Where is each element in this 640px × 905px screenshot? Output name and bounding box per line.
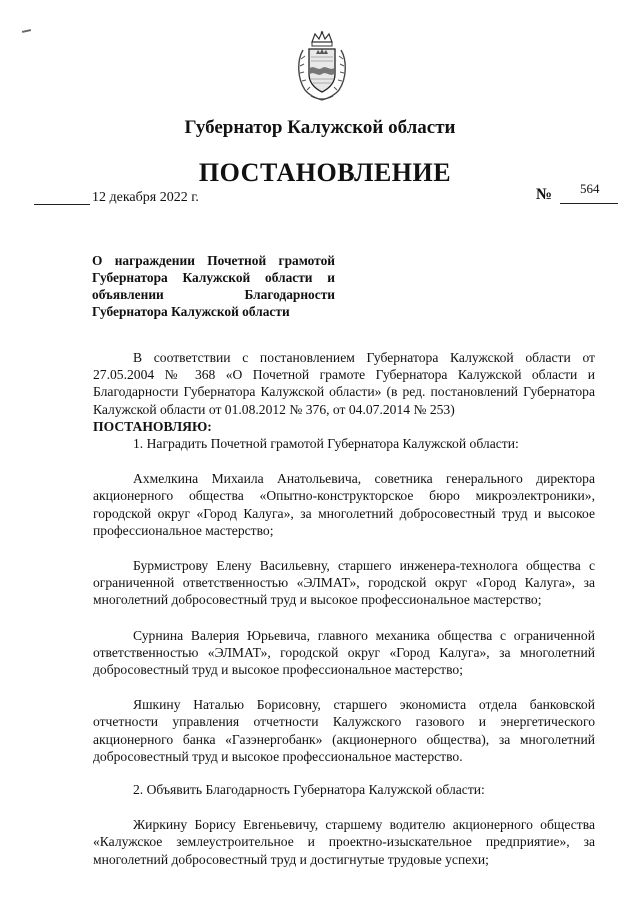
issuing-authority: Губернатор Калужской области bbox=[184, 117, 456, 138]
document-number: 564 bbox=[580, 181, 600, 196]
decree-heading: ПОСТАНОВЛЯЮ: bbox=[93, 418, 212, 434]
item-1-heading: 1. Наградить Почетной грамотой Губернатора Калужской области: bbox=[133, 436, 519, 452]
scan-mark bbox=[22, 29, 31, 33]
document-number-label: № bbox=[536, 186, 553, 203]
awardee-paragraph: Ахмелкина Михаила Анатольевича, советника генерального директора акционерного общества «Опытно-конструкторское бюро микроэлектроники», городской округ «Город Калуга», за многолетний добросовестный труд и высокое профессиональное мастерство; bbox=[93, 471, 595, 538]
item-2-heading: 2. Объявить Благодарность Губернатора Калужской области: bbox=[133, 782, 485, 798]
kaluga-coat-of-arms-icon bbox=[293, 30, 351, 102]
document-subject: О награждении Почетной грамотой Губернатора Калужской области и объявлении Благодарности Губернатора Калужской области bbox=[92, 253, 335, 319]
awardee-paragraph: Яшкину Наталью Борисовну, старшего экономиста отдела банковской отчетности управления отчетности Калужского газового и энергетического акционерного банка «Газэнергобанк» (акционерного общества), за многолетний добросовестный труд и высокое профессиональное мастерство. bbox=[93, 697, 595, 764]
awardee-paragraph: Сурнина Валерия Юрьевича, главного механика общества с ограниченной ответственностью «ЭЛМАТ», городской округ «Город Калуга», за многолетний добросовестный труд и высокое профессиональное мастерство; bbox=[93, 627, 595, 678]
document-body bbox=[93, 349, 595, 868]
number-underline bbox=[560, 203, 618, 204]
awardee-paragraph: Бурмистрову Елену Васильевну, старшего инженера-технолога общества с ограниченной ответственностью «ЭЛМАТ», городской округ «Город Калуга», за многолетний добросовестный труд и высокое профессиональное мастерство; bbox=[93, 558, 595, 608]
date-underline bbox=[34, 204, 90, 205]
legal-basis-paragraph: В соответствии с постановлением Губернатора Калужской области от 27.05.2004 № 368 «О Почетной грамоте Губернатора Калужской области и Благодарности Губернатора Калужской области» (в ред. постановлений Губернатора Калужской области от 01.08.2012 № 376, от 04.07.2014 № 253) bbox=[93, 350, 595, 417]
document-type-title: ПОСТАНОВЛЕНИЕ bbox=[198, 158, 452, 187]
document-date: 12 декабря 2022 г. bbox=[92, 190, 199, 205]
awardee-paragraph: Жиркину Борису Евгеньевичу, старшему водителю акционерного общества «Калужское землеустроительное и проектно-изыскательное предприятие», за многолетний добросовестный труд и достигнутые трудовые успехи; bbox=[93, 817, 595, 867]
